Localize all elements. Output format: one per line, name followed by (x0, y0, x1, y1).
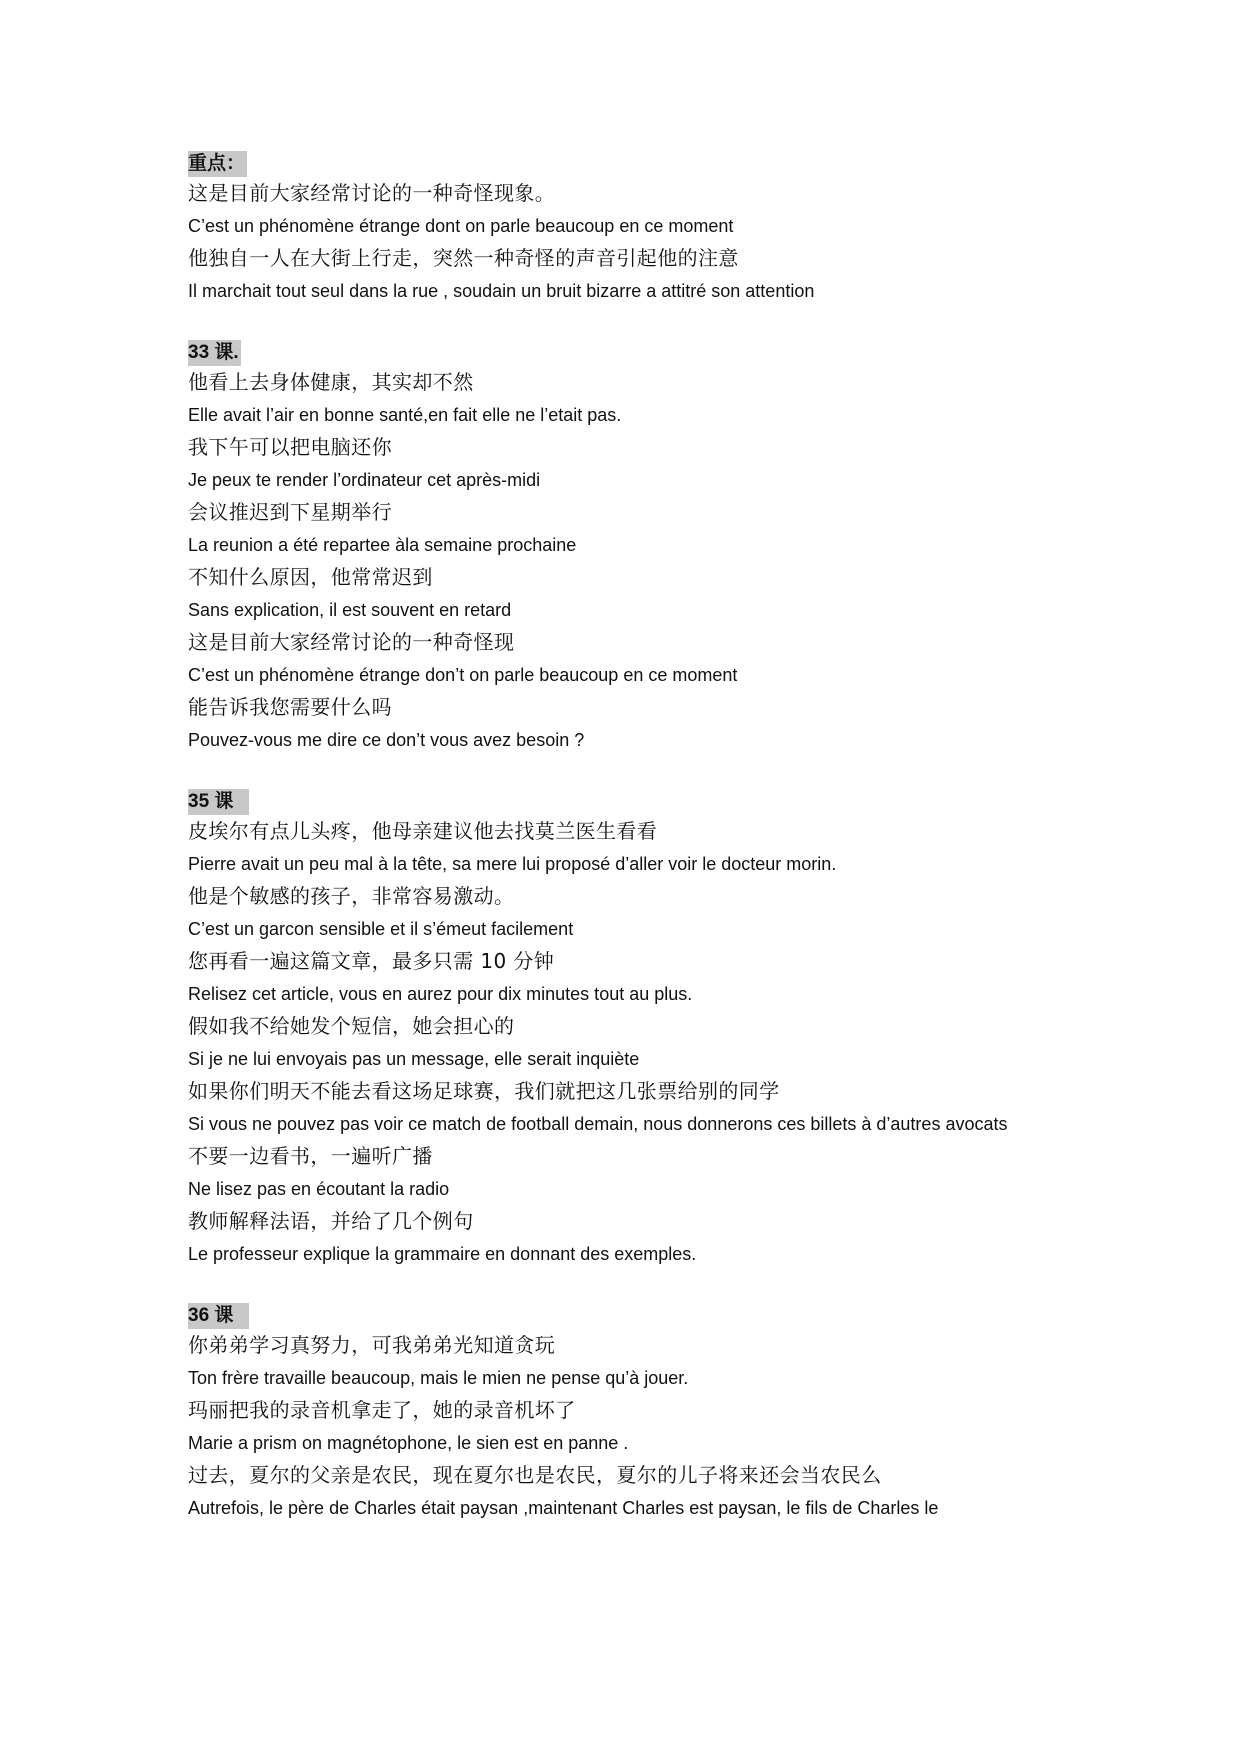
section-heading: 重点： (188, 151, 247, 177)
section-key-points (188, 151, 1068, 307)
section-heading: 35 课 (188, 789, 249, 815)
french-sentence: Ton frère travaille beaucoup, mais le mien ne pense qu’à jouer. (188, 1367, 689, 1388)
french-sentence: Relisez cet article, vous en aurez pour dix minutes tout au plus. (188, 983, 693, 1004)
french-sentence: Le professeur explique la grammaire en donnant des exemples. (188, 1243, 697, 1264)
chinese-sentence: 会议推迟到下星期举行 (188, 500, 392, 524)
french-sentence: Il marchait tout seul dans la rue , soudain un bruit bizarre a attitré son attention (188, 280, 815, 301)
chinese-sentence: 他是个敏感的孩子，非常容易激动。 (188, 884, 515, 908)
chinese-sentence: 不知什么原因，他常常迟到 (188, 565, 433, 589)
chinese-sentence: 如果你们明天不能去看这场足球赛，我们就把这几张票给别的同学 (188, 1079, 780, 1103)
chinese-sentence: 假如我不给她发个短信，她会担心的 (188, 1014, 515, 1038)
chinese-sentence: 您再看一遍这篇文章，最多只需 10 分钟 (188, 949, 555, 973)
french-sentence: Si vous ne pouvez pas voir ce match de football demain, nous donnerons ces billets à d’autres avocats (188, 1113, 1008, 1134)
french-sentence: Ne lisez pas en écoutant la radio (188, 1178, 450, 1199)
section-heading: 36 课 (188, 1303, 249, 1329)
french-sentence: C’est un phénomène étrange dont on parle beaucoup en ce moment (188, 215, 734, 236)
chinese-sentence: 玛丽把我的录音机拿走了，她的录音机坏了 (188, 1398, 576, 1422)
chinese-sentence: 我下午可以把电脑还你 (188, 435, 392, 459)
section-lesson-35 (188, 789, 1068, 1270)
section-heading: 33 课. (188, 340, 241, 366)
chinese-sentence: 你弟弟学习真努力，可我弟弟光知道贪玩 (188, 1333, 556, 1357)
section-spacer (188, 756, 1068, 789)
section-lesson-33 (188, 340, 1068, 756)
french-sentence: Sans explication, il est souvent en retard (188, 599, 512, 620)
chinese-sentence: 他看上去身体健康，其实却不然 (188, 370, 474, 394)
section-spacer (188, 307, 1068, 340)
french-sentence: Autrefois, le père de Charles était paysan ,maintenant Charles est paysan, le fils de Charles le (188, 1497, 939, 1518)
chinese-sentence: 不要一边看书，一遍听广播 (188, 1144, 433, 1168)
chinese-sentence: 过去，夏尔的父亲是农民，现在夏尔也是农民，夏尔的儿子将来还会当农民么 (188, 1463, 882, 1487)
french-sentence: Je peux te render l’ordinateur cet après-midi (188, 469, 541, 490)
chinese-sentence: 皮埃尔有点儿头疼，他母亲建议他去找莫兰医生看看 (188, 819, 658, 843)
french-sentence: Pierre avait un peu mal à la tête, sa mere lui proposé d’aller voir le docteur morin. (188, 853, 837, 874)
french-sentence: Marie a prism on magnétophone, le sien est en panne . (188, 1432, 629, 1453)
section-spacer (188, 1270, 1068, 1303)
chinese-sentence: 这是目前大家经常讨论的一种奇怪现 (188, 630, 515, 654)
french-sentence: Si je ne lui envoyais pas un message, elle serait inquiète (188, 1048, 640, 1069)
french-sentence: Elle avait l’air en bonne santé,en fait elle ne l’etait pas. (188, 404, 622, 425)
french-sentence: C’est un phénomène étrange don’t on parle beaucoup en ce moment (188, 664, 738, 685)
chinese-sentence: 能告诉我您需要什么吗 (188, 695, 392, 719)
document-body (188, 151, 1068, 1524)
chinese-sentence: 教师解释法语，并给了几个例句 (188, 1209, 474, 1233)
french-sentence: Pouvez-vous me dire ce don’t vous avez besoin ? (188, 729, 585, 750)
section-lesson-36 (188, 1303, 1068, 1524)
chinese-sentence: 这是目前大家经常讨论的一种奇怪现象。 (188, 181, 556, 205)
french-sentence: La reunion a été repartee àla semaine prochaine (188, 534, 577, 555)
chinese-sentence: 他独自一人在大街上行走，突然一种奇怪的声音引起他的注意 (188, 246, 739, 270)
french-sentence: C’est un garcon sensible et il s’émeut facilement (188, 918, 574, 939)
